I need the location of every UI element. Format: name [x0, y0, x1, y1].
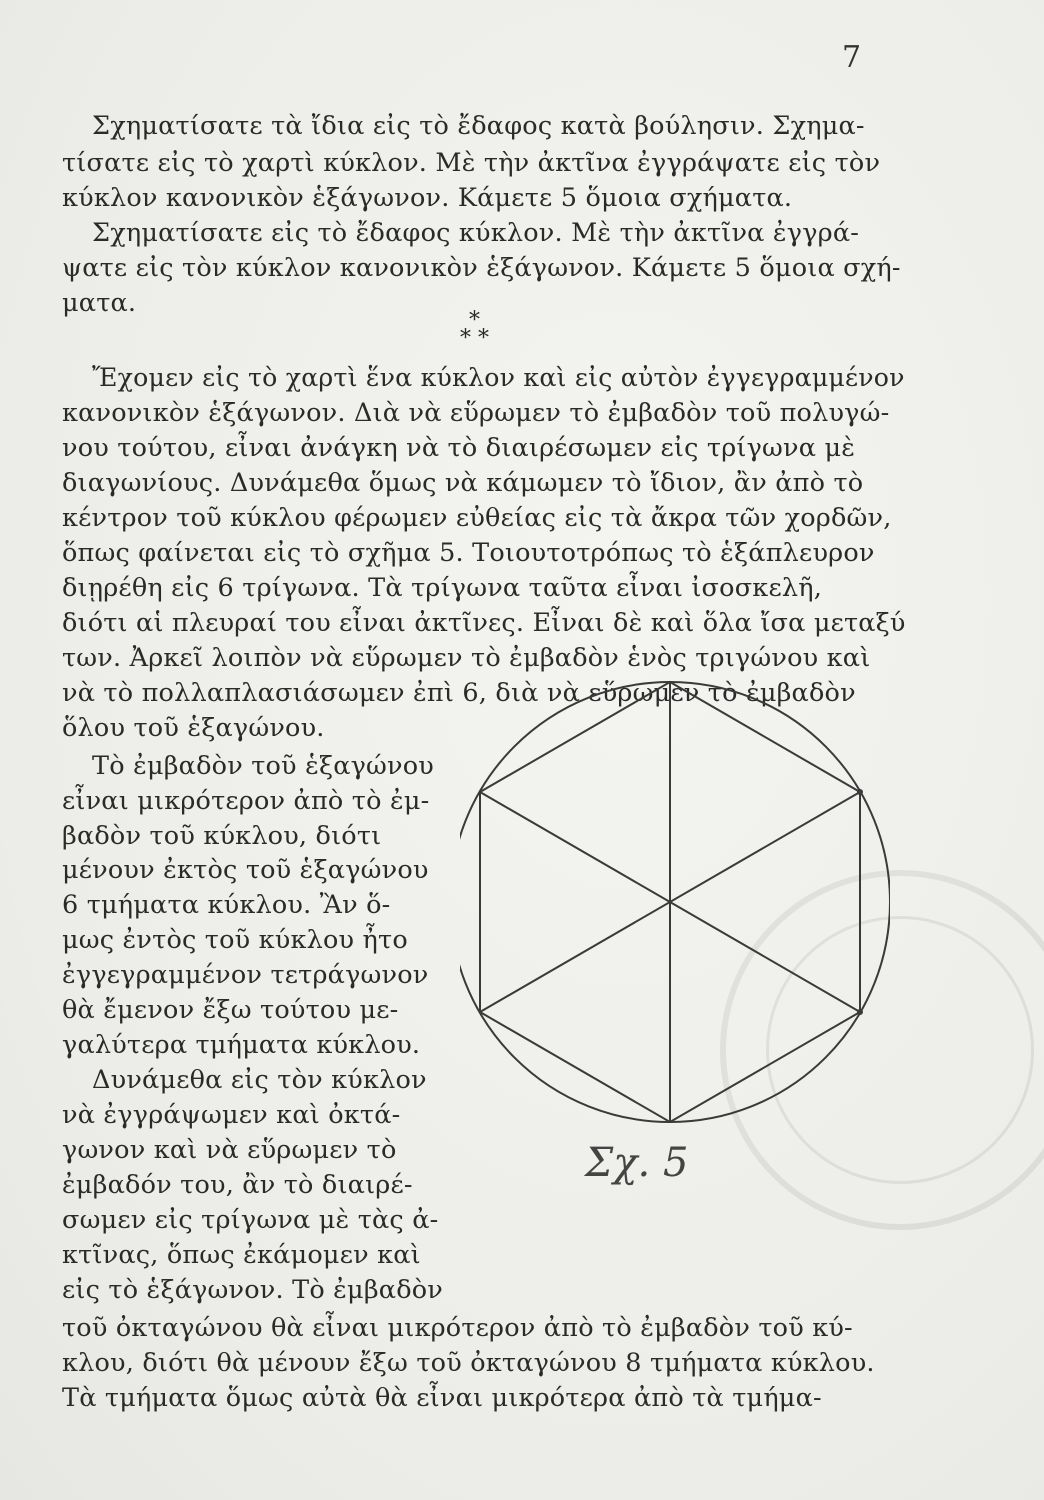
hexagon-in-circle-figure	[460, 670, 890, 1140]
text-line: τοῦ ὀκταγώνου θὰ εἶναι μικρότερον ἀπὸ τὸ ἐμβαδὸν τοῦ κύ-	[62, 1313, 853, 1343]
text-line: κανονικὸν ἑξάγωνον. Διὰ νὰ εὕρωμεν τὸ ἐμβαδὸν τοῦ πολυγώ-	[62, 398, 890, 428]
text-line: Σχηματίσατε εἰς τὸ ἔδαφος κύκλον. Μὲ τὴν ἀκτῖνα ἐγγρά-	[92, 218, 860, 248]
text-line: διαγωνίους. Δυνάμεθα ὅμως νὰ κάμωμεν τὸ ἴδιον, ἂν ἀπὸ τὸ	[62, 468, 864, 498]
text-line: κέντρον τοῦ κύκλου φέρωμεν εὐθείας εἰς τὰ ἄκρα τῶν χορδῶν,	[62, 503, 892, 533]
text-line: κύκλον κανονικὸν ἑξάγωνον. Κάμετε 5 ὅμοια σχήματα.	[62, 183, 793, 213]
text-line: νὰ ἐγγράψωμεν καὶ ὀκτά-	[62, 1100, 401, 1130]
text-line: Τὸ ἐμβαδὸν τοῦ ἑξαγώνου	[92, 751, 435, 781]
asterisk-bottom: * *	[460, 326, 489, 351]
text-line: ἐγγεγραμμένον τετράγωνον	[62, 960, 429, 990]
text-line: εἰς τὸ ἑξάγωνον. Τὸ ἐμβαδὸν	[62, 1275, 444, 1305]
text-line: Δυνάμεθα εἰς τὸν κύκλον	[92, 1065, 427, 1095]
text-line: ὅλου τοῦ ἑξαγώνου.	[62, 713, 325, 743]
text-line: γωνον καὶ νὰ εὕρωμεν τὸ	[62, 1135, 397, 1165]
asterisk-top: *	[469, 308, 480, 333]
text-line: θὰ ἔμενον ἔξω τούτου με-	[62, 995, 399, 1025]
text-line: νου τούτου, εἶναι ἀνάγκη νὰ τὸ διαιρέσωμεν εἰς τρίγωνα μὲ	[62, 433, 856, 463]
vertex-point	[857, 1009, 863, 1015]
text-line: τίσατε εἰς τὸ χαρτὶ κύκλον. Μὲ τὴν ἀκτῖνα ἐγγράψατε εἰς τὸν	[62, 148, 881, 178]
text-line: διότι αἱ πλευραί του εἶναι ἀκτῖνες. Εἶναι δὲ καὶ ὅλα ἴσα μεταξύ	[62, 608, 906, 638]
text-line: γαλύτερα τμήματα κύκλου.	[62, 1030, 421, 1060]
section-separator-asterisks	[460, 308, 489, 351]
text-line: κτῖνας, ὅπως ἐκάμομεν καὶ	[62, 1240, 421, 1270]
text-line: μως ἐντὸς τοῦ κύκλου ἦτο	[62, 925, 408, 955]
text-line: Σχηματίσατε τὰ ἴδια εἰς τὸ ἔδαφος κατὰ βούλησιν. Σχημα-	[92, 111, 865, 141]
text-line: ὅπως φαίνεται εἰς τὸ σχῆμα 5. Τοιουτοτρόπως τὸ ἑξάπλευρον	[62, 538, 875, 568]
text-line: Ἔχομεν εἰς τὸ χαρτὶ ἕνα κύκλον καὶ εἰς αὐτὸν ἐγγεγραμμένον	[92, 363, 905, 393]
text-line: νὰ τὸ πολλαπλασιάσωμεν ἐπὶ 6, διὰ νὰ εὕρωμεν τὸ ἐμβαδὸν	[62, 678, 856, 708]
text-line: κλου, διότι θὰ μένουν ἔξω τοῦ ὀκταγώνου 8 τμήματα κύκλου.	[62, 1348, 875, 1378]
text-line: ματα.	[62, 288, 137, 318]
circle-outline	[460, 682, 890, 1122]
text-line: ἐμβαδόν του, ἂν τὸ διαιρέ-	[62, 1170, 413, 1200]
vertex-point	[857, 789, 863, 795]
text-line: εἶναι μικρότερον ἀπὸ τὸ ἐμ-	[62, 786, 430, 816]
text-line: Τὰ τμήματα ὅμως αὐτὰ θὰ εἶναι μικρότερα ἀπὸ τὰ τμήμα-	[62, 1383, 822, 1413]
text-line: σωμεν εἰς τρίγωνα μὲ τὰς ἀ-	[62, 1205, 439, 1235]
text-line: 6 τμήματα κύκλου. Ἂν ὅ-	[62, 890, 391, 920]
text-line: βαδὸν τοῦ κύκλου, διότι	[62, 821, 382, 851]
page-number: 7	[842, 40, 862, 75]
text-line: διῃρέθη εἰς 6 τρίγωνα. Τὰ τρίγωνα ταῦτα εἶναι ἰσοσκελῆ,	[62, 573, 823, 603]
text-line: μένουν ἐκτὸς τοῦ ἑξαγώνου	[62, 855, 429, 885]
text-line: ψατε εἰς τὸν κύκλον κανονικὸν ἑξάγωνον. Κάμετε 5 ὅμοια σχή-	[62, 253, 901, 283]
figure-caption: Σχ. 5	[585, 1140, 689, 1186]
text-line: των. Ἀρκεῖ λοιπὸν νὰ εὕρωμεν τὸ ἐμβαδὸν ἑνὸς τριγώνου καὶ	[62, 643, 871, 673]
